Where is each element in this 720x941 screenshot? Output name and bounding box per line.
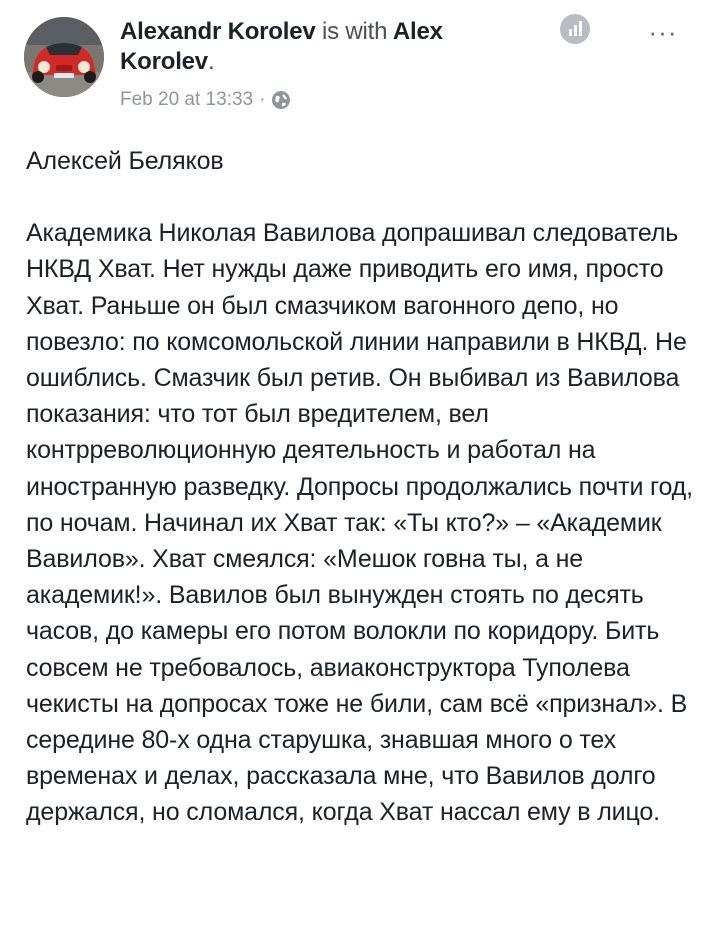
tagged-name-link[interactable]: Alex Korolev — [120, 18, 443, 75]
post-header — [0, 0, 720, 130]
post-text: Академика Николая Вавилова допрашивал следователь НКВД Хват. Нет нужды даже приводить его имя, просто Хват. Раньше он был смазчиком вагонного депо, но повезло: по комсомольской линии направили в НКВД. Не ошиблись. Смазчик был ретив. Он выбивал из Вавилова показания: что тот был вредителем, вел контрреволюционную деятельность и работал на иностранную разведку. Допросы продолжались почти год, по ночам. Начинал их Хват так: «Ты кто?» – «Академик Вавилов». Хват смеялся: «Мешок говна ты, а не академик!». Вавилов был вынужден стоять по десять часов, до камеры его потом волокли по коридору. Бить совсем не требовалось, авиаконструктора Туполева чекисты на допросах тоже не били, сам всё «признал». В середине 80-х одна старушка, знавшая много о тех временах и делах, рассказала мне, что Вавилов долго держался, но сломался, когда Хват нассал ему в лицо. — [26, 219, 693, 827]
post-signature: Алексей Беляков — [26, 147, 224, 175]
stats-icon[interactable] — [560, 14, 590, 44]
with-text: is with — [322, 18, 388, 45]
author-avatar[interactable] — [24, 17, 104, 97]
car-avatar-icon — [24, 17, 104, 97]
post-author-line — [120, 17, 540, 77]
post-meta — [120, 88, 291, 112]
trailing-period: . — [207, 48, 215, 75]
globe-icon[interactable] — [271, 90, 291, 110]
author-name-link[interactable]: Alexandr Korolev — [120, 18, 316, 45]
more-options-icon[interactable]: ··· — [648, 17, 678, 47]
post-body — [26, 143, 702, 831]
post-timestamp[interactable]: Feb 20 at 13:33 — [120, 89, 254, 110]
meta-separator: · — [259, 89, 266, 110]
